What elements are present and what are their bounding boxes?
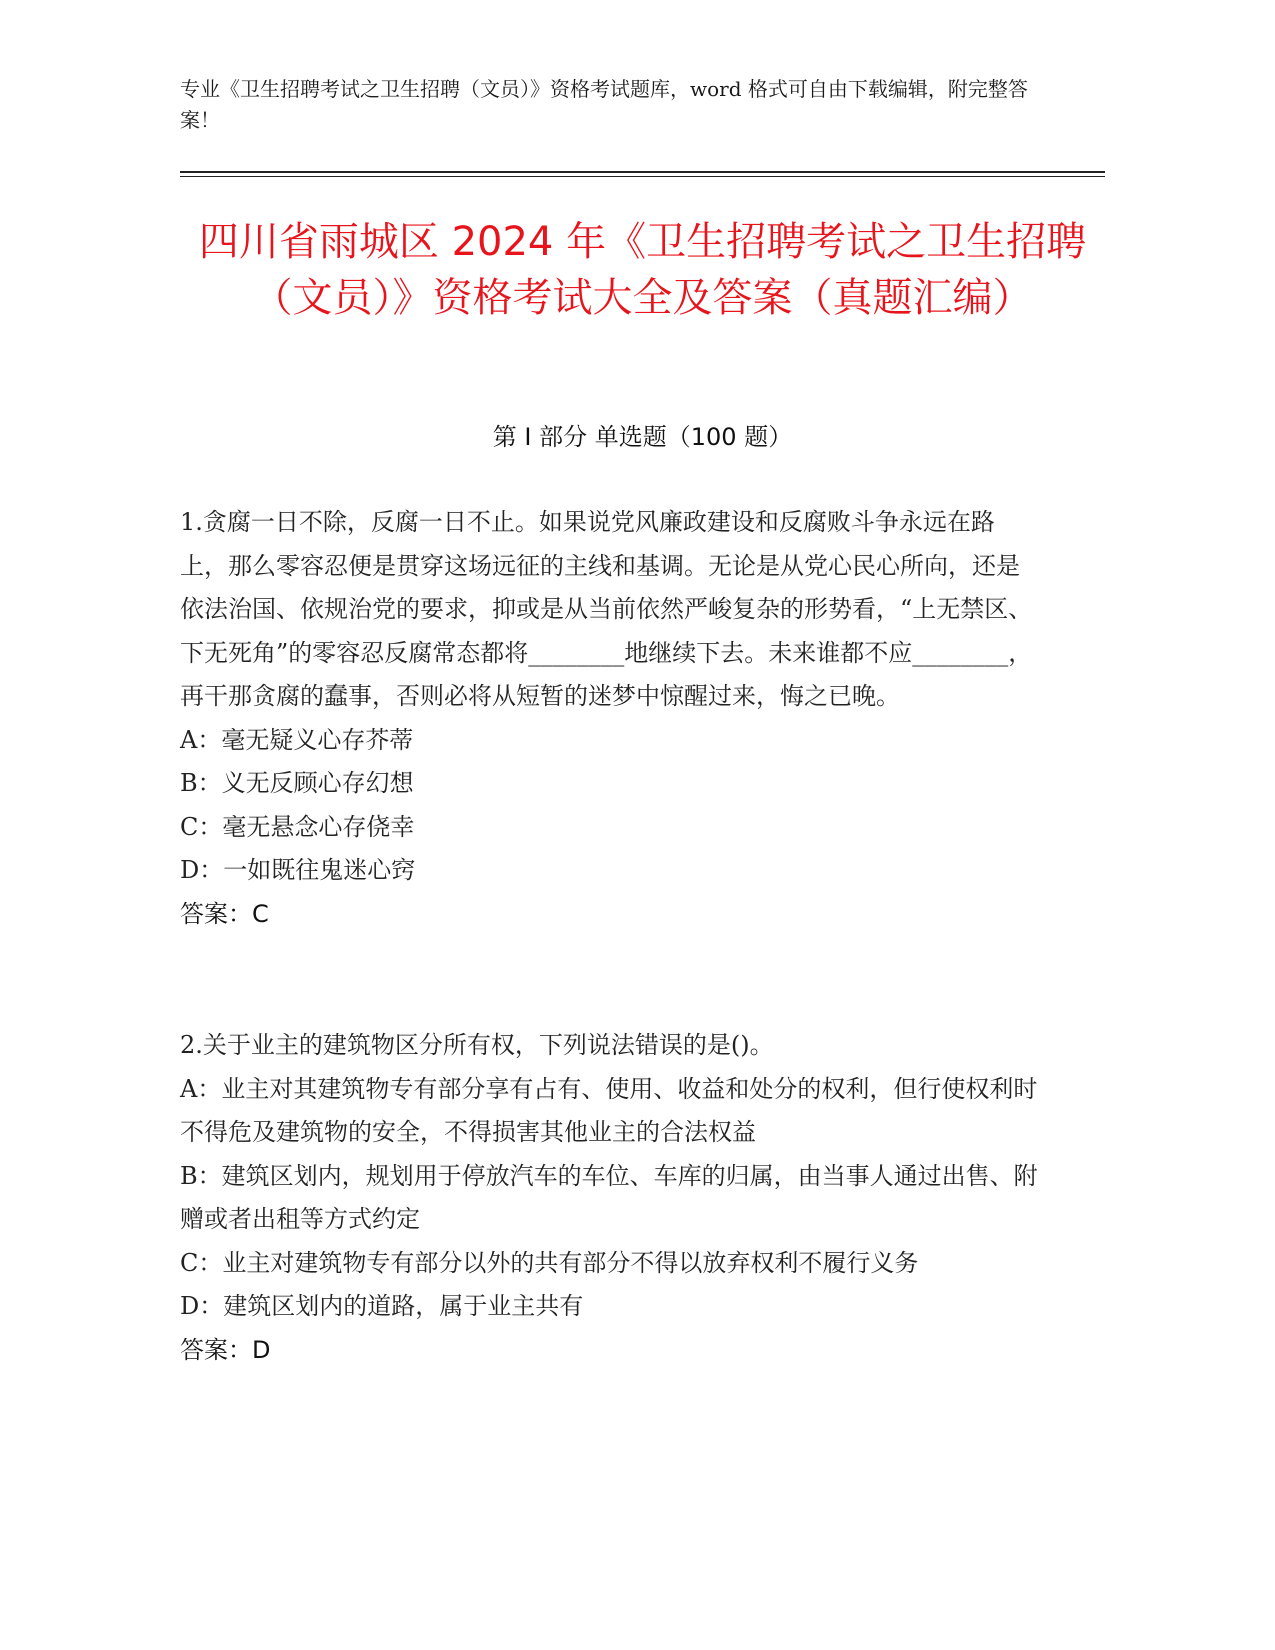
option-b: B：建筑区划内，规划用于停放汽车的车位、车库的归属，由当事人通过出售、附赠或者出租等方式约定 (180, 1161, 1038, 1233)
header-divider-thin (180, 176, 1105, 177)
option-c: C：毫无悬念心存侥幸 (180, 812, 415, 841)
option-d: D：一如既往鬼迷心窍 (180, 856, 416, 884)
option-a: A：毫无疑义心存芥蒂 (180, 725, 414, 754)
section-heading: 第 I 部分 单选题（100 题） (492, 423, 793, 451)
answer-label: 答案：C (180, 899, 269, 928)
question-stem: 1.贪腐一日不除，反腐一日不止。如果说党风廉政建设和反腐败斗争永远在路上，那么零容忍便是贯穿这场远征的主线和基调。无论是从党心民心所向，还是依法治国、依规治党的要求，抑或是从当前依然严峻复杂的形势看，“上无禁区、下无死角”的零容忍反腐常态都将________地继续下去。未来谁都不应________，再干那贪腐的蠢事，否则必将从短暂的迷梦中惊醒过来，悔之已晚。 (180, 508, 1033, 710)
header-note: 专业《卫生招聘考试之卫生招聘（文员）》资格考试题库，word 格式可自由下载编辑，附完整答案！ (180, 77, 1028, 132)
document-title: 四川省雨城区 2024 年《卫生招聘考试之卫生招聘（文员）》资格考试大全及答案（真题汇编） (198, 219, 1087, 321)
option-b: B：义无反顾心存幻想 (180, 769, 414, 797)
option-d: D：建筑区划内的道路，属于业主共有 (180, 1292, 584, 1320)
question-stem: 2.关于业主的建筑物区分所有权，下列说法错误的是()。 (180, 1031, 774, 1059)
question-block (180, 501, 1040, 936)
option-a: A：业主对其建筑物专有部分享有占有、使用、收益和处分的权利，但行使权利时不得危及建筑物的安全，不得损害其他业主的合法权益 (180, 1074, 1038, 1146)
answer-label: 答案：D (180, 1335, 271, 1364)
question-block (180, 1024, 1040, 1372)
header-divider-thick (180, 171, 1105, 173)
option-c: C：业主对建筑物专有部分以外的共有部分不得以放弃权利不履行义务 (180, 1248, 919, 1277)
